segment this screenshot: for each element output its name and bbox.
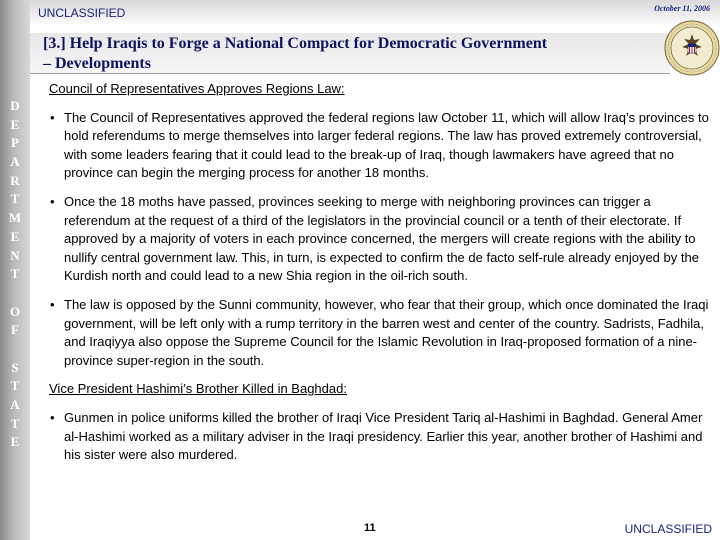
list-item (49, 193, 714, 286)
sidebar-band (0, 0, 30, 540)
bullet-text: Gunmen in police uniforms killed the brother of Iraqi Vice President Tariq al-Hashimi in Baghdad. General Amer al-Hashimi worked as a military adviser in the Iraqi presidency. Earlier this year, another brother of Hashimi and his sister were also murdered. (64, 409, 703, 463)
section-heading-hashimi-brother: Vice President Hashimi’s Brother Killed in Baghdad: (49, 381, 347, 397)
bullet-text: Once the 18 moths have passed, provinces seeking to merge with neighboring provinces can trigger a referendum at the request of a third of the legislators in the provincial council or a tenth of their electorate. If approved by a majority of voters in each province concerned, the mergers will create regions with the ability to nullify central government law. This, in turn, is expected to confirm the de facto self-rule already enjoyed by the Kurdish north and could lead to a new Shia region in the oil-rich south. (64, 193, 699, 284)
sidebar-letter: N (10, 247, 20, 263)
sidebar-letter: A (10, 397, 20, 412)
sidebar-letter: A (10, 154, 20, 170)
sidebar-letter: F (11, 322, 19, 338)
sidebar-letter: S (11, 359, 19, 375)
list-item (49, 409, 714, 465)
sidebar-letter: P (11, 135, 19, 151)
document-date: October 11, 2006 (654, 4, 710, 13)
header-band (30, 0, 720, 26)
slide-title-line2: – Developments (43, 55, 151, 72)
state-department-seal-icon (664, 20, 720, 76)
sidebar-letter: T (10, 191, 20, 207)
sidebar-letter: E (10, 116, 20, 132)
sidebar-letter: T (10, 266, 20, 282)
bullet-icon: • (50, 193, 55, 209)
slide-title-line1: [3.] Help Iraqis to Forge a National Compact for Democratic Government (43, 35, 548, 52)
sidebar-letter: T (10, 415, 20, 431)
sidebar-letter: T (10, 378, 20, 394)
sidebar-letter: E (10, 434, 20, 450)
sidebar-letter: D (10, 98, 20, 113)
sidebar-letter: O (9, 303, 21, 319)
bullet-icon: • (50, 109, 55, 125)
page-number: 11 (364, 522, 376, 534)
sidebar-letter: E (10, 228, 20, 244)
bullet-icon: • (50, 296, 55, 312)
bullet-text: The law is opposed by the Sunni community, however, who fear that their group, which once dominated the Iraqi government, will be left only with a rump territory in the barren west and center of the country. Sadrists, Fadhila, and Iraqiyya also oppose the Supreme Council for the Islamic Revolution in Iraq-proposed formation of a nine-province super-region in the south. (64, 296, 709, 368)
section-heading-regions-law: Council of Representatives Approves Regions Law: (49, 81, 345, 96)
sidebar-letter: M (8, 210, 22, 226)
sidebar-letter: R (10, 172, 20, 188)
classification-marking-top: UNCLASSIFIED (38, 6, 126, 20)
department-of-state-vertical-text (0, 97, 30, 452)
list-item (49, 109, 714, 183)
slide-body (49, 80, 714, 475)
bullet-icon: • (50, 409, 55, 425)
bullet-text: The Council of Representatives approved the federal regions law October 11, which will allow Iraq’s provinces to hold referendums to merge themselves into larger federal regions. The law has proved extremely controversial, with some leaders fearing that it could lead to the break-up of Iraq, though lawmakers have agreed that no province can begin the merging process for another 18 months. (64, 109, 709, 181)
list-item (49, 296, 714, 370)
slide-title (43, 34, 673, 74)
classification-marking-bottom: UNCLASSIFIED (624, 522, 712, 536)
